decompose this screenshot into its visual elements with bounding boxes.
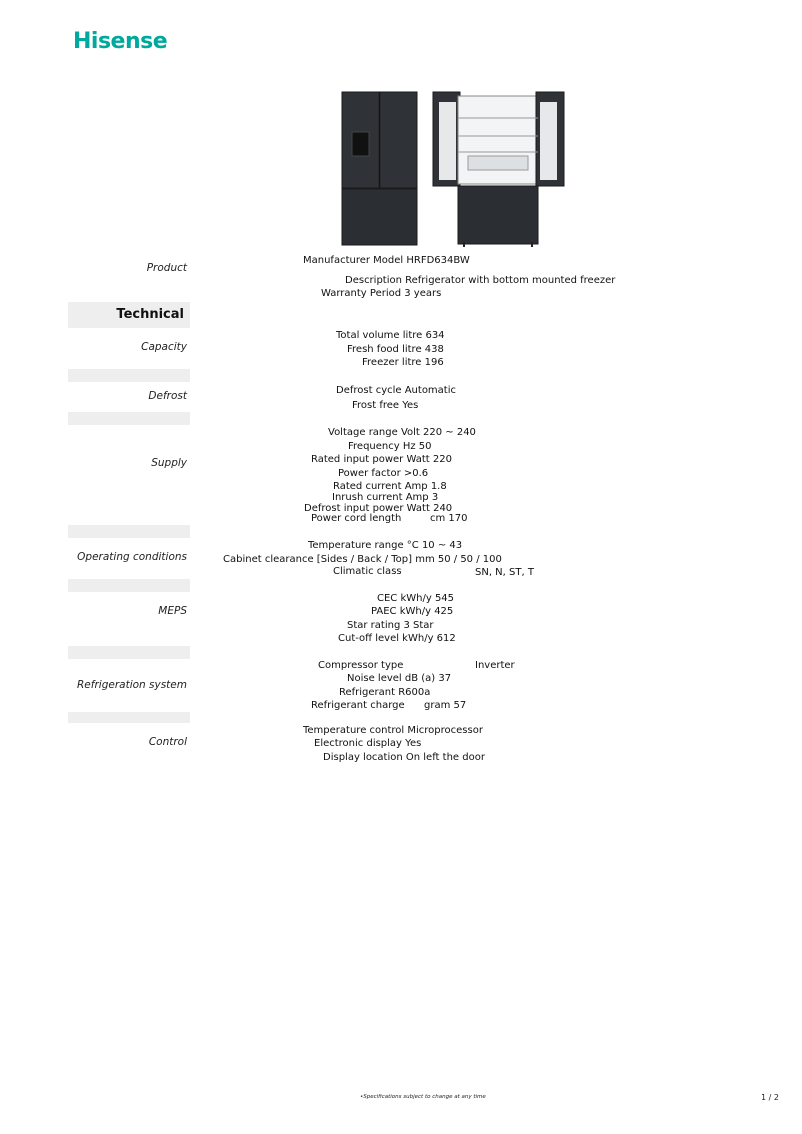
- meps-cutoff: Cut-off level kWh/y 612: [338, 633, 456, 644]
- refrigeration-noise: Noise level dB (a) 37: [347, 673, 452, 684]
- section-heading-technical: Technical: [68, 302, 190, 328]
- product-description: Description Refrigerator with bottom mounted freezer: [345, 275, 616, 286]
- section-label-refrigeration: Refrigeration system: [77, 679, 187, 691]
- section-label-capacity: Capacity: [141, 341, 187, 353]
- supply-cord-label: Power cord length: [311, 513, 402, 524]
- footer-note: •Specifications subject to change at any time: [360, 1094, 486, 1100]
- meps-star-rating: Star rating 3 Star: [347, 620, 434, 631]
- supply-rated-current: Rated current Amp 1.8: [333, 481, 447, 492]
- supply-cord-value: cm 170: [430, 513, 468, 524]
- operating-temp-range: Temperature range °C 10 ~ 43: [308, 540, 463, 551]
- section-divider: [68, 369, 190, 382]
- section-divider: [68, 525, 190, 538]
- capacity-fresh: Fresh food litre 438: [347, 344, 444, 355]
- refrigerator-french-door-image: [340, 90, 570, 250]
- section-label-product: Product: [146, 262, 187, 274]
- capacity-freezer: Freezer litre 196: [362, 357, 444, 368]
- capacity-total: Total volume litre 634: [336, 330, 445, 341]
- section-label-meps: MEPS: [158, 605, 187, 617]
- section-divider: [68, 579, 190, 592]
- supply-power-factor: Power factor >0.6: [338, 468, 429, 479]
- operating-climatic-value: SN, N, ST, T: [475, 567, 534, 578]
- supply-rated-input: Rated input power Watt 220: [311, 454, 452, 465]
- hisense-logo: Hisense: [73, 29, 168, 54]
- section-label-defrost: Defrost: [148, 390, 187, 402]
- section-divider: [68, 646, 190, 659]
- refrigeration-compressor-label: Compressor type: [318, 660, 404, 671]
- section-divider: [68, 712, 190, 723]
- control-temperature: Temperature control Microprocessor: [303, 725, 483, 736]
- defrost-cycle: Defrost cycle Automatic: [336, 385, 456, 396]
- operating-clearance: Cabinet clearance [Sides / Back / Top] mm 50 / 50 / 100: [223, 554, 502, 565]
- supply-voltage: Voltage range Volt 220 ~ 240: [328, 427, 476, 438]
- section-divider: [68, 412, 190, 425]
- section-label-supply: Supply: [151, 457, 187, 469]
- refrigeration-compressor-value: Inverter: [475, 660, 515, 671]
- product-model: Manufacturer Model HRFD634BW: [303, 255, 470, 266]
- supply-defrost-input: Defrost input power Watt 240: [304, 503, 453, 514]
- control-display-location: Display location On left the door: [323, 752, 485, 763]
- page-number: 1 / 2: [761, 1093, 779, 1102]
- meps-cec: CEC kWh/y 545: [377, 593, 455, 604]
- product-warranty: Warranty Period 3 years: [321, 288, 442, 299]
- refrigeration-refrigerant: Refrigerant R600a: [339, 687, 431, 698]
- supply-frequency: Frequency Hz 50: [348, 441, 432, 452]
- operating-climatic-label: Climatic class: [333, 566, 402, 577]
- refrigeration-charge-label: Refrigerant charge: [311, 700, 405, 711]
- refrigeration-charge-value: gram 57: [424, 700, 467, 711]
- section-label-control: Control: [148, 736, 187, 748]
- defrost-frost-free: Frost free Yes: [352, 400, 419, 411]
- meps-paec: PAEC kWh/y 425: [371, 606, 454, 617]
- supply-inrush-current: Inrush current Amp 3: [332, 492, 439, 503]
- section-label-operating: Operating conditions: [77, 551, 187, 563]
- control-display: Electronic display Yes: [314, 738, 422, 749]
